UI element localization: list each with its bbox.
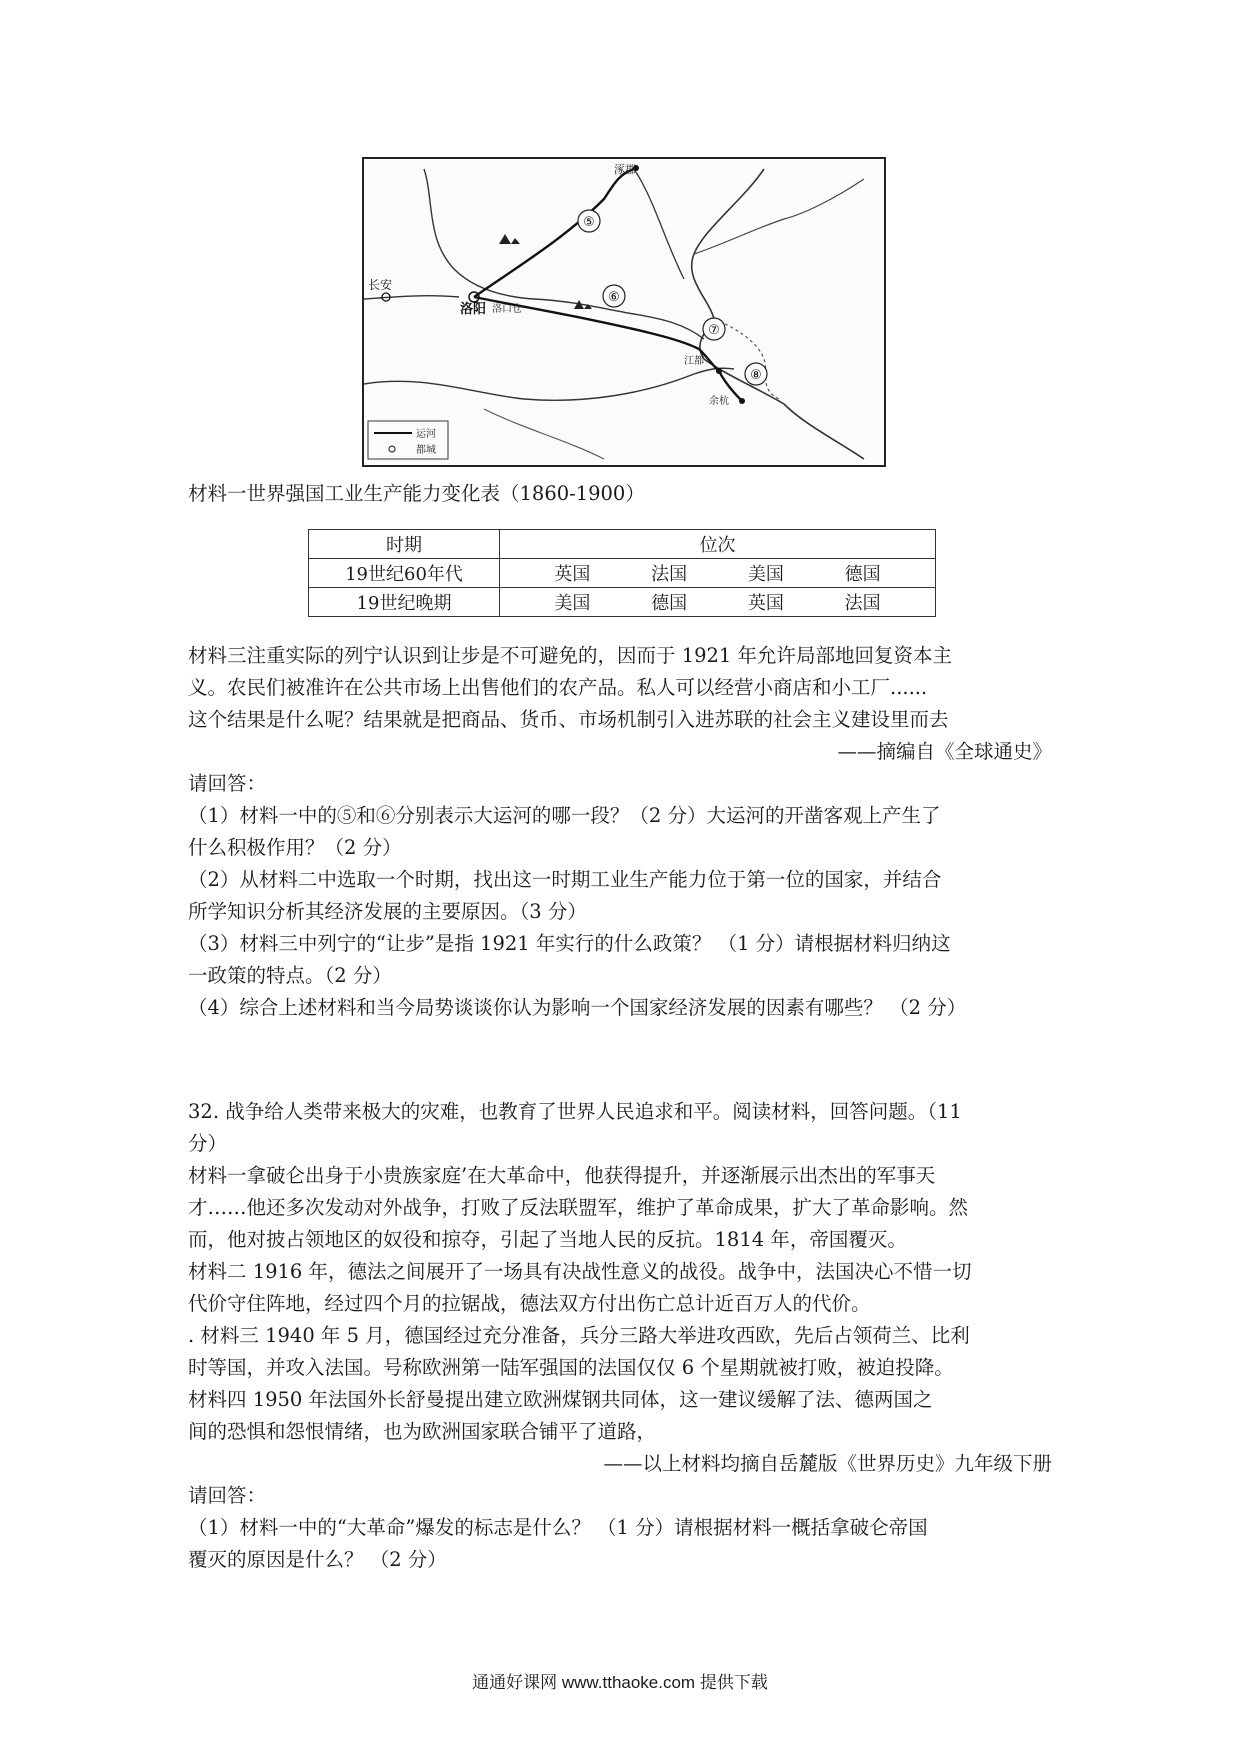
q32-line: 时等国，并攻入法国。号称欧洲第一陆军强国的法国仅仅 6 个星期就被打败，被迫投降。 — [188, 1356, 954, 1379]
table-header-row — [309, 530, 936, 559]
mountain-icon — [499, 234, 520, 244]
legend-capital-label: 都城 — [416, 445, 436, 456]
q32-line: 32. 战争给人类带来极大的灾难，也教育了世界人民追求和平。阅读材料，回答问题。（11 — [188, 1100, 962, 1123]
river-south — [484, 409, 604, 459]
material3-line: 义。农民们被准许在公共市场上出售他们的农产品。私人可以经营小商店和小工厂...... — [188, 676, 928, 699]
marker-8-label: ⑧ — [750, 368, 762, 383]
industry-ranking-table — [308, 529, 936, 617]
header-rank: 位次 — [500, 530, 936, 559]
city-marker-jiangdu — [716, 368, 722, 374]
q32-line: 材料一拿破仑出身于小贵族家庭’在大革命中，他获得提升，并逐渐展示出杰出的军事天 — [188, 1164, 936, 1187]
material3-source: ——摘编自《全球通史》 — [837, 740, 1052, 763]
q31-question-line: （4）综合上述材料和当今局势谈谈你认为影响一个国家经济发展的因素有哪些？ （2 分） — [188, 996, 967, 1019]
label-changan: 长安 — [368, 278, 393, 292]
marker-5-label: ⑤ — [583, 215, 595, 230]
city-marker-yuhang — [739, 398, 745, 404]
q32-line: 间的恐惧和怨恨情绪，也为欧洲国家联合铺平了道路， — [188, 1420, 657, 1443]
q32-line: 材料二 1916 年，德法之间展开了一场具有决战性意义的战役。战争中，法国决心不惜一切 — [188, 1260, 972, 1283]
header-period: 时期 — [309, 530, 500, 559]
map-drawing — [364, 159, 884, 465]
river-north — [634, 169, 684, 279]
label-jiangdu: 江都 — [684, 356, 704, 367]
q32-source: ——以上材料均摘自岳麓版《世界历史》九年级下册 — [603, 1452, 1052, 1475]
rank-cell: 美国 — [554, 593, 591, 614]
q31-question-line: 所学知识分析其经济发展的主要原因。（3 分） — [188, 900, 587, 923]
q32-question-line: 覆灭的原因是什么？ （2 分） — [188, 1548, 447, 1571]
q32-line: 分） — [188, 1132, 228, 1155]
q32-line: 材料四 1950 年法国外长舒曼提出建立欧洲煤钢共同体，这一建议缓解了法、德两国之 — [188, 1388, 933, 1411]
row-period: 19世纪60年代 — [309, 559, 500, 588]
canal-yongji — [474, 169, 634, 297]
label-yuhang: 余杭 — [709, 396, 729, 407]
q31-question-line: （1）材料一中的⑤和⑥分别表示大运河的哪一段？（2 分）大运河的开凿客观上产生了 — [188, 804, 941, 827]
marker-7-label: ⑦ — [708, 323, 720, 338]
table-row — [309, 559, 936, 588]
rank-cell: 英国 — [554, 564, 591, 585]
label-luokou: 洛口仓 — [492, 304, 522, 315]
q31-question-line: 什么积极作用？（2 分） — [188, 836, 402, 859]
q31-prompt: 请回答： — [188, 772, 267, 795]
rank-cell: 法国 — [844, 593, 881, 614]
page-footer: 通通好课网 www.tthaoke.com 提供下载 — [472, 1673, 768, 1692]
q32-prompt: 请回答： — [188, 1484, 267, 1507]
material3-line: 这个结果是什么呢？结果就是把商品、货币、市场机制引入进苏联的社会主义建设里而去 — [188, 708, 949, 731]
table-row — [309, 588, 936, 617]
coastline — [692, 169, 864, 459]
material3-line: 材料三注重实际的列宁认识到让步是不可避免的，因而于 1921 年允许局部地回复资本主 — [188, 644, 953, 667]
marker-6-label: ⑥ — [608, 290, 620, 305]
row-ranks — [500, 588, 936, 617]
q32-line: 而，他对披占领地区的奴役和掠夺，引起了当地人民的反抗。1814 年，帝国覆灭。 — [188, 1228, 907, 1251]
label-zhuojun: 涿郡 — [614, 163, 636, 176]
q32-line: 代价守住阵地，经过四个月的拉锯战，德法双方付出伤亡总计近百万人的代价。 — [188, 1292, 871, 1315]
map-legend — [368, 421, 448, 459]
rank-cell: 德国 — [844, 564, 881, 585]
q32-question-line: （1）材料一中的“大革命”爆发的标志是什么？ （1 分）请根据材料一概括拿破仑帝国 — [188, 1516, 928, 1539]
yangtze-river — [364, 368, 734, 400]
legend-canal-label: 运河 — [416, 429, 436, 440]
rank-cell: 美国 — [747, 564, 784, 585]
label-luoyang: 洛阳 — [460, 302, 487, 317]
rank-cell: 英国 — [747, 593, 784, 614]
q32-line: . 材料三 1940 年 5 月，德国经过充分准备，兵分三路大举进攻西欧，先后占领荷兰、比利 — [188, 1324, 970, 1347]
q31-question-line: 一政策的特点。（2 分） — [188, 964, 392, 987]
q32-line: 才……他还多次发动对外战争，打败了反法联盟军，维护了革命成果，扩大了革命影响。然 — [188, 1196, 969, 1219]
rank-cell: 德国 — [651, 593, 688, 614]
q31-question-line: （2）从材料二中选取一个时期，找出这一时期工业生产能力位于第一位的国家，并结合 — [188, 868, 942, 891]
rank-cell: 法国 — [651, 564, 688, 585]
q31-question-line: （3）材料三中列宁的“让步”是指 1921 年实行的什么政策？ （1 分）请根据材料归纳这 — [188, 932, 951, 955]
row-period: 19世纪晚期 — [309, 588, 500, 617]
grand-canal-map — [362, 157, 886, 467]
coast-north — [694, 179, 864, 254]
table-caption: 材料一世界强国工业生产能力变化表（1860-1900） — [188, 482, 645, 505]
row-ranks — [500, 559, 936, 588]
wei-river — [364, 296, 459, 299]
